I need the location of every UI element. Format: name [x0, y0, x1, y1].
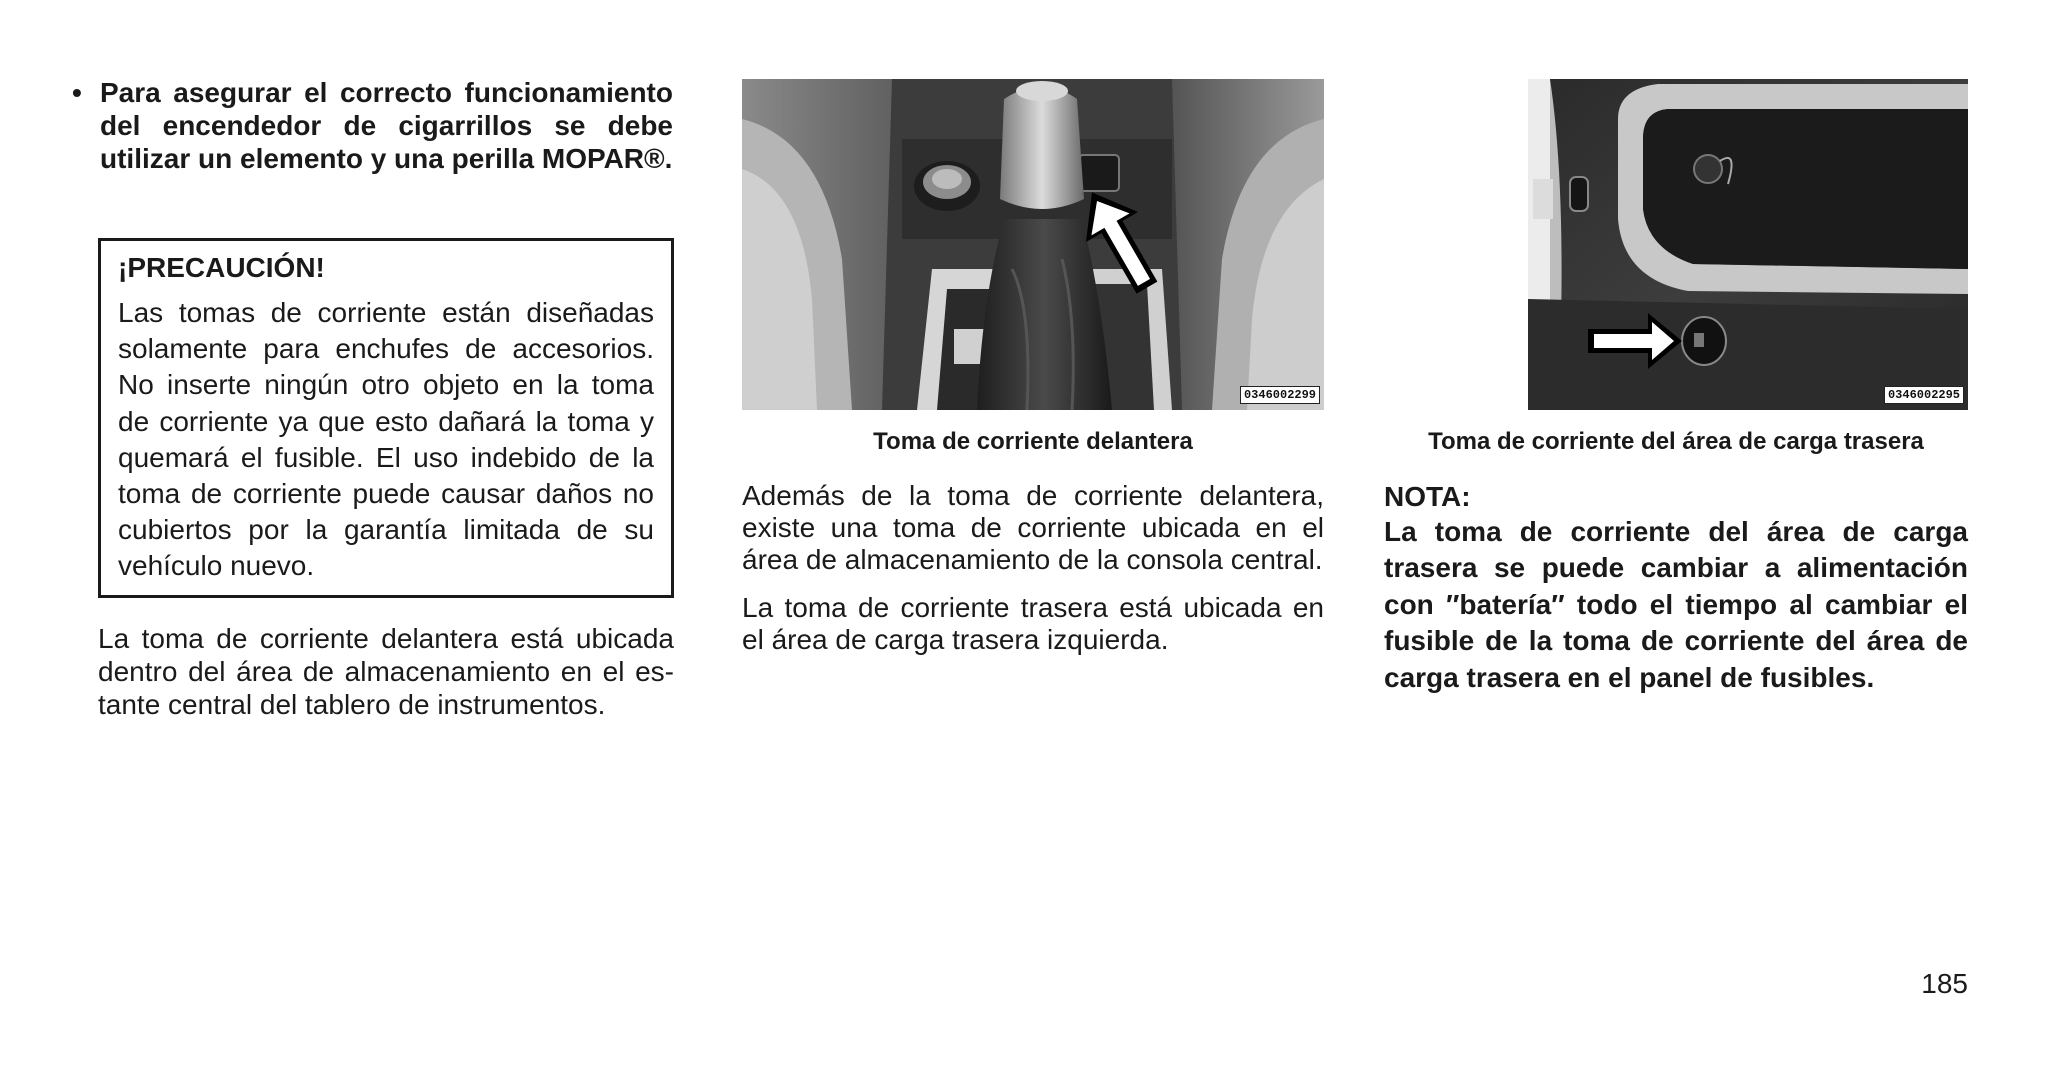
rear-cargo-outlet-photo: [1528, 79, 1968, 410]
front-outlet-paragraph: La toma de corriente delantera está ubicada dentro del área de almacenamiento en el es-tante central del tablero de instrumentos.: [98, 623, 674, 720]
rear-outlet-caption: Toma de corriente del área de carga trasera: [1428, 428, 1924, 455]
front-outlet-caption: Toma de corriente delantera: [873, 428, 1193, 455]
note-title: NOTA:: [1384, 481, 1471, 512]
gear-shifter-illustration: [742, 79, 1324, 410]
bullet-note: [72, 76, 673, 175]
rear-outlet-location-paragraph: La toma de corriente trasera está ubicada en el área de carga trasera izquierda.: [742, 592, 1324, 655]
page-number: 185: [1921, 968, 1968, 999]
bullet-mark: •: [72, 77, 82, 108]
caution-title: ¡PRECAUCIÓN!: [118, 252, 325, 283]
photo-code-rear: 0346002295: [1884, 386, 1964, 404]
caution-text: Las tomas de corriente están diseñadas solamente para enchufes de accesorios. No inserte ningún otro objeto en la toma de corriente ya que esto dañará la toma y quemará el fusible. El uso indebido de la toma de corriente puede causar daños no cubiertos por la garantía limitada de su vehículo nuevo.: [118, 297, 654, 582]
bullet-text: Para asegurar el correcto funcionamiento del encendedor de cigarrillos se debe utilizar un elemento y una perilla MOPAR®.: [100, 77, 673, 174]
caution-box: [98, 238, 674, 598]
cargo-area-illustration: [1528, 79, 1968, 410]
note-text: La toma de corriente del área de carga trasera se puede cambiar a alimentación con ″batería″ todo el tiempo al cambiar el fusible de la toma de corriente del área de carga trasera en el panel de fusibles.: [1384, 516, 1968, 693]
front-power-outlet-photo: [742, 79, 1324, 410]
console-outlet-paragraph: Además de la toma de corriente delantera, existe una toma de corriente ubicada en el área de almacenamiento de la consola central.: [742, 480, 1324, 575]
photo-code-front: 0346002299: [1240, 386, 1320, 404]
